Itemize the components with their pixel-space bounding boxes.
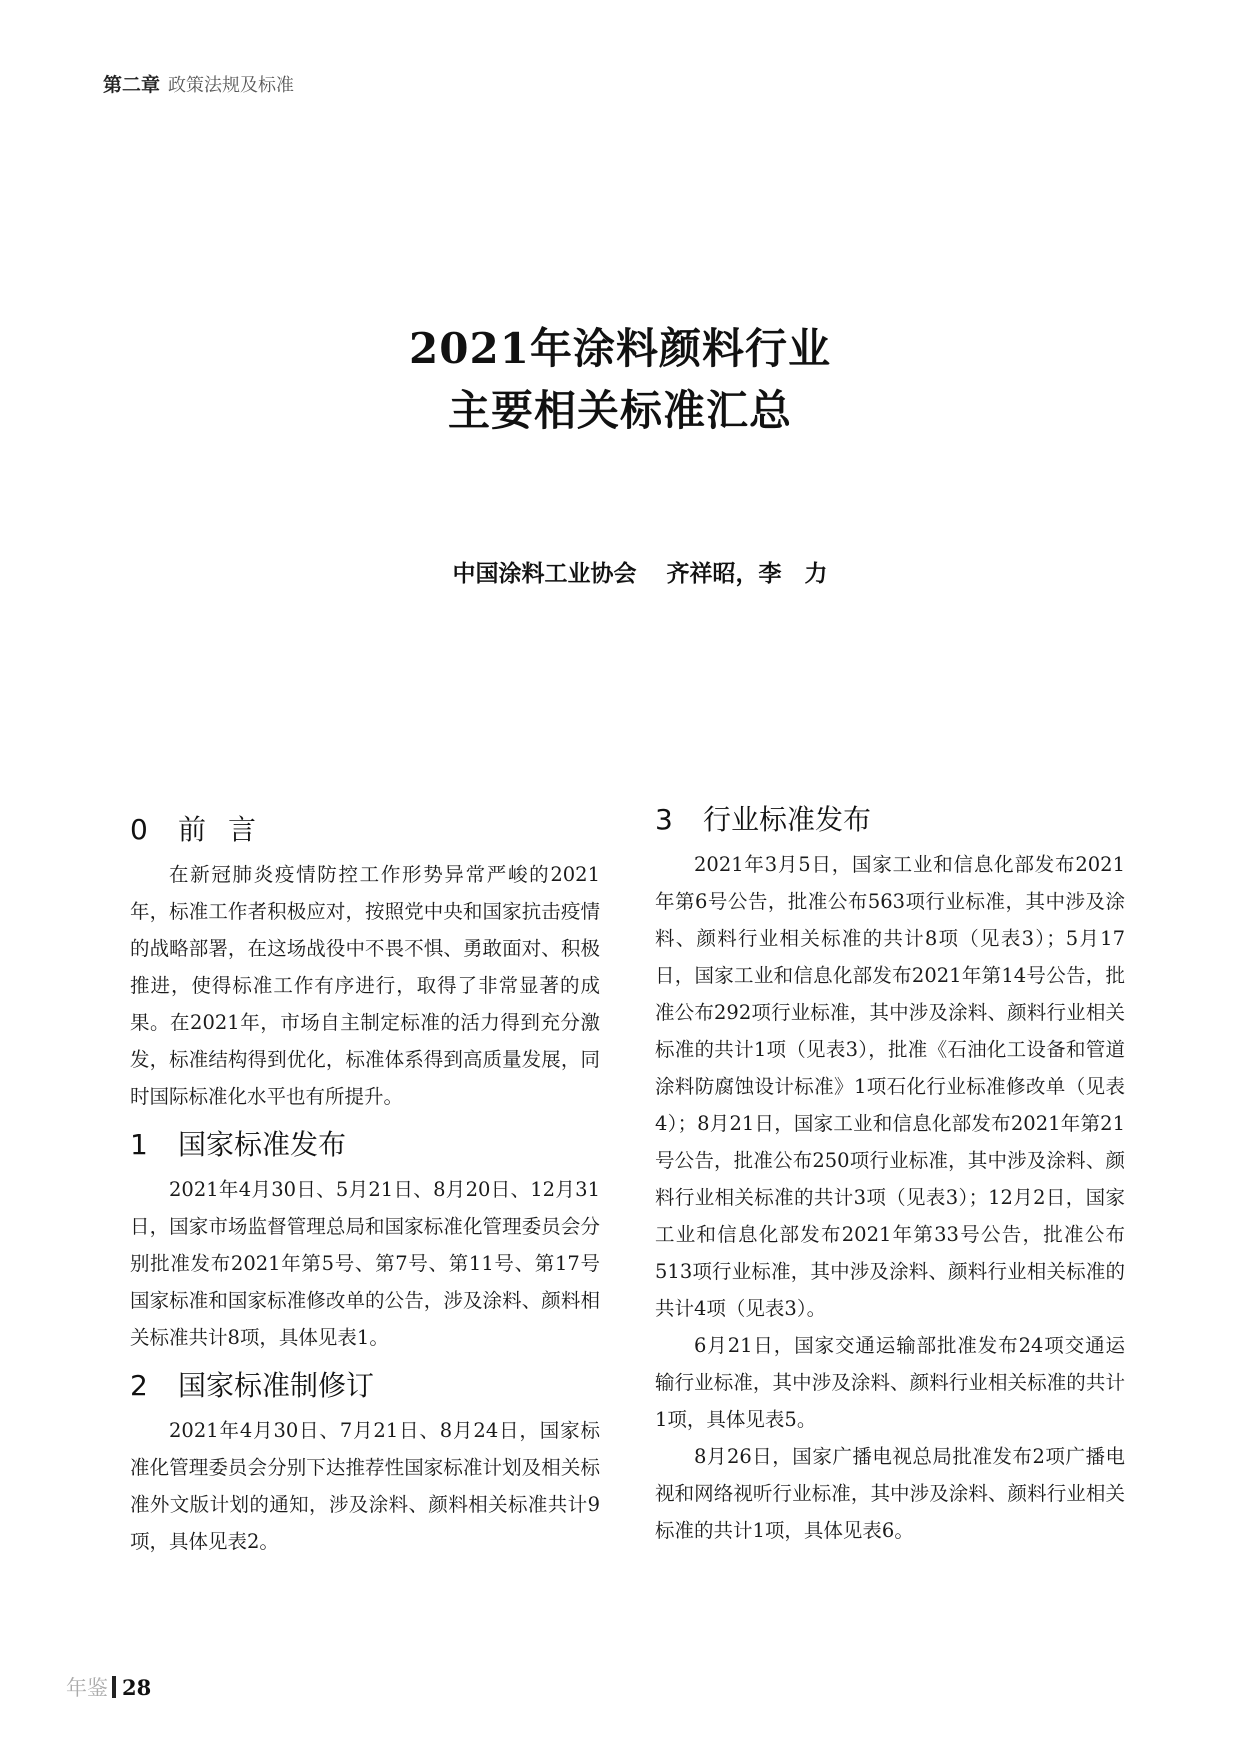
paragraph: 8月26日，国家广播电视总局批准发布2项广播电视和网络视听行业标准，其中涉及涂料、颜料行业相关标准的共计1项，具体见表6。 [655, 1445, 1125, 1542]
section-heading-3: 3 行业标准发布 [655, 803, 872, 836]
section-title-2: 国家标准制修订 [178, 1369, 375, 1402]
chapter-label: 第二章 [103, 74, 161, 96]
running-header [103, 70, 294, 97]
section-heading-2: 2 国家标准制修订 [130, 1369, 375, 1402]
right-column [655, 800, 1125, 1549]
section-title-3: 行业标准发布 [703, 803, 872, 836]
section-label: 政策法规及标准 [168, 75, 295, 96]
title-line-2: 主要相关标准汇总 [447, 386, 792, 435]
section-heading-0: 0 前言 [130, 813, 279, 846]
page-number: 28 [122, 1675, 152, 1700]
paragraph: 在新冠肺炎疫情防控工作形势异常严峻的2021年，标准工作者积极应对，按照党中央和国家抗击疫情的战略部署，在这场战役中不畏不惧、勇敢面对、积极推进，使得标准工作有序进行，取得了非常显著的成果。在2021年，市场自主制定标准的活力得到充分激发，标准结构得到优化，标准体系得到高质量发展，同时国际标准化水平也有所提升。 [130, 863, 600, 1108]
footer-divider [112, 1676, 116, 1698]
section-heading-1: 1 国家标准发布 [130, 1128, 347, 1161]
title-line-1: 2021年涂料颜料行业 [409, 324, 831, 373]
paragraph: 2021年4月30日、7月21日、8月24日，国家标准化管理委员会分别下达推荐性国家标准计划及相关标准外文版计划的通知，涉及涂料、颜料相关标准共计9项，具体见表2。 [130, 1419, 600, 1553]
left-column [130, 810, 600, 1560]
yearbook-mark: 年鉴 [66, 1676, 108, 1700]
author-names: 齐祥昭，李 力 [666, 561, 828, 587]
section-title-0: 前言 [178, 813, 279, 846]
article-title [0, 318, 1240, 442]
paragraph: 2021年4月30日、5月21日、8月20日、12月31日，国家市场监督管理总局和国家标准化管理委员会分别批准发布2021年第5号、第7号、第11号、第17号国家标准和国家标准修改单的公告，涉及涂料、颜料相关标准共计8项，具体见表1。 [130, 1178, 600, 1349]
paragraph: 6月21日，国家交通运输部批准发布24项交通运输行业标准，其中涉及涂料、颜料行业相关标准的共计1项，具体见表5。 [655, 1334, 1125, 1431]
byline [0, 555, 1240, 588]
paragraph: 2021年3月5日，国家工业和信息化部发布2021年第6号公告，批准公布563项行业标准，其中涉及涂料、颜料行业相关标准的共计8项（见表3）；5月17日，国家工业和信息化部发布2021年第14号公告，批准公布292项行业标准，其中涉及涂料、颜料行业相关标准的共计1项（见表3），批准《石油化工设备和管道涂料防腐蚀设计标准》1项石化行业标准修改单（见表4）；8月21日，国家工业和信息化部发布2021年第21号公告，批准公布250项行业标准，其中涉及涂料、颜料行业相关标准的共计3项（见表3）；12月2日，国家工业和信息化部发布2021年第33号公告，批准公布513项行业标准，其中涉及涂料、颜料行业相关标准的共计4项（见表3）。 [655, 853, 1125, 1320]
page-footer [66, 1672, 151, 1702]
author-organization: 中国涂料工业协会 [452, 561, 637, 587]
section-title-1: 国家标准发布 [178, 1128, 347, 1161]
